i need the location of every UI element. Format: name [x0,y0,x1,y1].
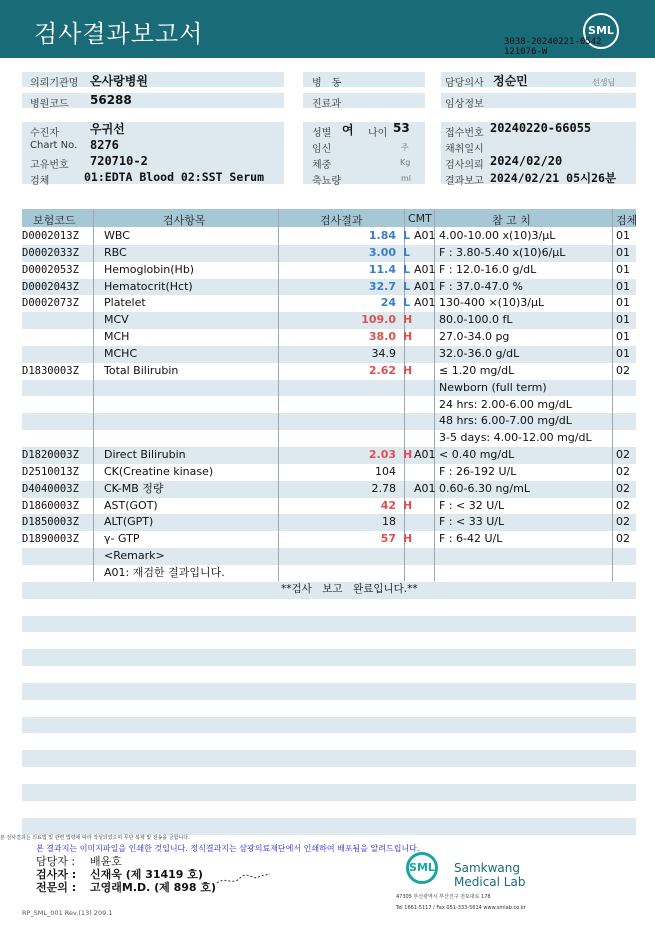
specimen-no: 02 [616,481,630,495]
hospital-code-label: 병원코드 [30,99,69,110]
comment-code: A01 [414,229,436,242]
row-stripe [22,818,636,835]
ward-label: 병 동 [312,78,342,89]
institution-value: 온사랑병원 [90,74,148,88]
age-value: 53 [393,121,410,135]
specimen-no: 01 [616,313,630,327]
specimen-no: 02 [616,448,630,462]
reference-range: F : 37.0-47.0 % [439,279,523,293]
insurance-code: D1890003Z [22,533,79,546]
test-result: 109.0 [361,313,396,327]
report-label: 결과보고 [445,176,484,187]
specimen-no: 01 [616,245,630,259]
row-stripe [22,717,636,734]
test-item: MCHC [104,346,138,360]
id-value: 720710-2 [90,154,148,168]
test-item: A01: 재검한 결과입니다. [104,566,225,579]
col-spec-header: 검체 [616,214,638,227]
reference-range: 27.0-34.0 pg [439,330,510,344]
insurance-code: D0002053Z [22,263,79,276]
result-flag: H [403,330,413,344]
insurance-code: D0002043Z [22,280,79,293]
urine-label: 축뇨량 [312,176,341,187]
test-item: AST(GOT) [104,498,158,512]
pregnancy-label: 임신 [312,144,332,155]
result-flag: L [403,296,411,310]
clinical-label: 임상정보 [445,99,484,110]
department-label: 진료과 [312,99,341,110]
insurance-code: D0002073Z [22,297,79,310]
doctor-suffix: 선생님 [592,78,616,87]
specimen-no: 02 [616,363,630,377]
result-flag: H [403,363,413,377]
urine-unit: ml [401,174,412,183]
signature-image [214,868,274,890]
specimen-no: 01 [616,229,630,242]
test-result: 18 [382,515,396,529]
insurance-code: D0002013Z [22,230,79,242]
test-result: 24 [380,296,396,310]
institution-label: 의뢰기관명 [30,78,79,89]
insurance-code: D1820003Z [22,449,79,462]
row-stripe [22,649,636,666]
insurance-code: D1830003Z [22,364,79,377]
test-item: CK(Creatine kinase) [104,464,214,478]
lab-name: Samkwang Medical Lab [454,861,526,889]
test-item: Hemoglobin(Hb) [104,262,195,276]
print-notice: 본 결과지는 이미지파일을 인쇄한 것입니다. 정식결과지는 삼광의료재단에서 인쇄하여 배포됨을 알려드립니다. [36,844,420,853]
pregnancy-unit: 주 [401,143,409,152]
chart-label: Chart No. [30,140,78,151]
hospital-code-value: 56288 [90,93,132,107]
test-result: 34.9 [371,346,396,360]
result-flag: H [403,448,413,462]
fine-print: 본 검사결과는 의료법 및 관련 법령에 따라 작성되었으며 무단 복제 및 전송을 금합니다. [0,835,190,841]
specialist-value: 고영래M.D. (제 898 호) [90,881,217,894]
test-item: Direct Bilirubin [104,448,186,462]
col-item-header: 검사항목 [163,214,206,227]
request-label: 검사의뢰 [445,160,484,171]
test-result: 57 [380,532,396,546]
test-item: γ- GTP [104,532,140,546]
row-stripe [22,616,636,633]
doctor-label: 담당의사 [445,78,484,89]
reference-range: < 0.40 mg/dL [439,448,515,462]
specimen-no: 01 [616,262,630,276]
specimen-no: 01 [616,279,630,293]
row-stripe [22,750,636,767]
sml-logo-icon: SML [583,13,619,49]
column-divider [278,209,279,581]
insurance-code: D1850003Z [22,516,79,529]
comment-code: A01 [414,262,436,276]
doctor-value: 정순민 [493,74,528,88]
test-item: Platelet [104,296,146,310]
col-result-header: 검사결과 [320,214,363,227]
reference-range: 3-5 days: 4.00-12.00 mg/dL [439,431,592,445]
test-result: 11.4 [368,262,396,276]
insurance-code: D1860003Z [22,499,79,512]
tester-value: 신재욱 (제 31419 호) [90,868,203,881]
receipt-label: 접수번호 [445,128,484,139]
tester-label: 검사자 : [36,868,77,881]
reference-range: 32.0-36.0 g/dL [439,346,520,360]
insurance-code: D4040003Z [22,482,79,495]
test-item: CK-MB 정량 [104,481,164,495]
test-item: MCV [104,313,129,327]
test-result: 104 [375,464,396,478]
result-flag: L [403,245,411,259]
row-stripe [22,683,636,700]
specimen-no: 02 [616,532,630,546]
reference-range: 130-400 ×(10)3/μL [439,296,545,310]
sex-label: 성별 [312,128,332,139]
col-ref-header: 참 고 치 [492,214,531,227]
reference-range: F : 6-42 U/L [439,532,503,546]
insurance-code: D2510013Z [22,465,79,478]
comment-code: A01 [414,481,436,495]
result-flag: H [403,498,413,512]
sml-footer-logo-icon: SML [406,852,438,884]
test-result: 32.7 [368,279,396,293]
weight-label: 체중 [312,160,332,171]
id-label: 고유번호 [30,160,69,171]
reference-range: ≤ 1.20 mg/dL [439,363,515,377]
row-stripe [22,784,636,801]
test-item: WBC [104,229,130,242]
test-item: MCH [104,330,130,344]
age-label: 나이 [368,128,388,139]
reference-range: 48 hrs: 6.00-7.00 mg/dL [439,414,572,428]
reference-range: 24 hrs: 2.00-6.00 mg/dL [439,397,572,411]
reference-range: F : 26-192 U/L [439,464,517,478]
patient-label: 수진자 [30,128,59,139]
chart-value: 8276 [90,138,119,152]
staff-value: 배윤호 [90,855,122,868]
test-item: <Remark> [104,549,165,563]
reference-range: F : 3.80-5.40 x(10)6/μL [439,245,566,259]
report-code: 3038-20240221-0542 121076-W [504,37,602,57]
result-flag: L [403,279,411,293]
test-result: 38.0 [368,330,396,344]
specimen-no: 01 [616,296,630,310]
test-item: Total Bilirubin [104,363,179,377]
report-title: 검사결과보고서 [34,20,204,48]
specimen-value: 01:EDTA Blood 02:SST Serum [84,170,265,184]
patient-value: 우귀선 [90,122,125,136]
specimen-label: 검체 [30,176,50,187]
specimen-no: 02 [616,515,630,529]
test-result: 3.00 [368,245,396,259]
test-result: 2.78 [371,481,396,495]
reference-range: F : < 33 U/L [439,515,505,529]
reference-range: 4.00-10.00 x(10)3/μL [439,229,556,242]
reference-range: 80.0-100.0 fL [439,313,513,327]
reference-range: Newborn (full term) [439,380,547,394]
weight-unit: Kg [400,158,411,167]
reference-range: F : 12.0-16.0 g/dL [439,262,537,276]
specialist-label: 전문의 : [36,881,77,894]
sex-value: 여 [342,123,354,137]
specimen-no: 02 [616,464,630,478]
test-result: 2.03 [368,448,396,462]
comment-code: A01 [414,448,436,462]
test-result: 42 [380,498,396,512]
test-item: ALT(GPT) [104,515,154,529]
specimen-no: 01 [616,346,630,360]
result-flag: L [403,262,411,276]
reference-range: F : < 32 U/L [439,498,505,512]
reference-range: 0.60-6.30 ng/mL [439,481,530,495]
comment-code: A01 [414,296,436,310]
column-divider [612,209,613,581]
column-divider [93,209,94,581]
report-complete-note: **검사 보고 완료입니다.** [281,583,418,595]
comment-code: A01 [414,279,436,293]
test-item: RBC [104,245,127,259]
result-flag: H [403,532,413,546]
result-flag: L [403,229,411,242]
receipt-value: 20240220-66055 [490,121,592,135]
test-result: 1.84 [368,229,396,242]
result-flag: H [403,313,413,327]
form-code: RP_SML_001 Rev.(13) 209.1 [22,909,113,917]
insurance-code: D0002033Z [22,246,79,259]
report-value: 2024/02/21 05시26분 [490,171,617,185]
collection-label: 채취일시 [445,144,484,155]
staff-label: 담당자 : [36,855,76,868]
specimen-no: 01 [616,330,630,344]
specimen-no: 02 [616,498,630,512]
lab-address: 47305 부산광역시 부산진구 전포대로 178 [396,894,491,900]
test-item: Hematocrit(Hct) [104,279,193,293]
col-cmt-header: CMT [408,212,432,225]
request-value: 2024/02/20 [490,154,563,168]
col-code-header: 보험코드 [33,214,76,227]
lab-contact: Tel 1661-5117 / Fax 051-333-5614 www.smlab.co.kr [396,905,526,911]
test-result: 2.62 [368,363,396,377]
